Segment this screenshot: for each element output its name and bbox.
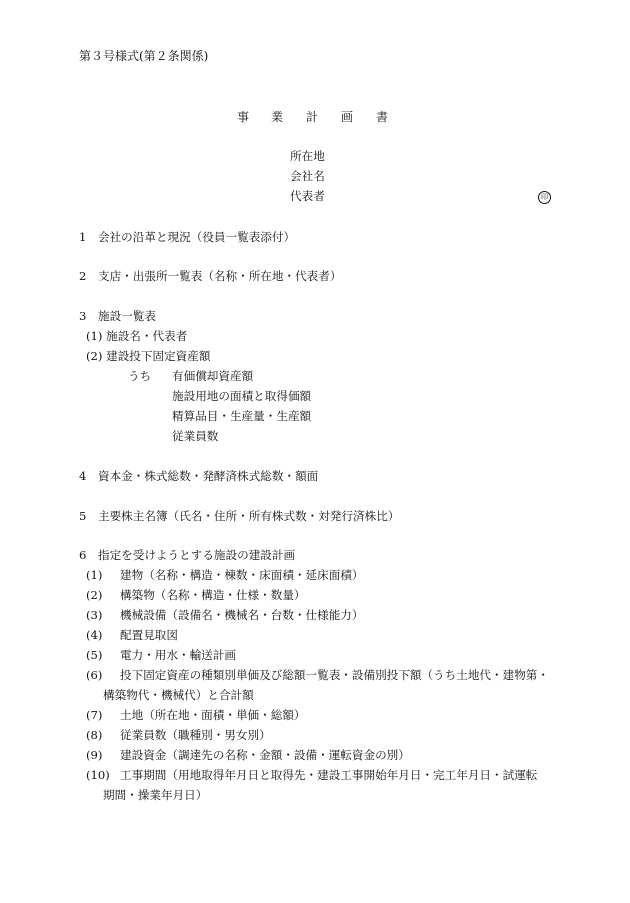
item-number: (5) (86, 648, 103, 662)
title-char: 画 (341, 110, 354, 124)
section-2: 2 支店・出張所一覧表（名称・所在地・代表者） (79, 269, 342, 283)
item-number: (9) (86, 748, 103, 762)
representative-label: 代表者 (290, 189, 325, 203)
form-number: 第３号様式(第２条関係) (79, 49, 209, 63)
section-6-item-6-cont: 構築物代・機械代）と合計額 (103, 688, 254, 702)
section-3-sub-4: 従業員数 (172, 429, 219, 443)
title-char: 書 (376, 110, 389, 124)
section-6-item-1: 建物（名称・構造・棟数・床面積・延床面積） (120, 568, 364, 582)
item-number: (3) (86, 608, 103, 622)
section-6-item-4: 配置見取図 (120, 628, 178, 642)
item-number: (8) (86, 728, 103, 742)
address-label: 所在地 (290, 149, 325, 163)
section-6-item-10-cont: 期間・操業年月日） (103, 788, 208, 802)
section-6-item-3: 機械設備（設備名・機械名・台数・仕様能力） (120, 608, 364, 622)
title-char: 事 (237, 110, 250, 124)
item-number: (2) (86, 588, 103, 602)
section-3-uchi: うち (128, 369, 152, 383)
item-number: (7) (86, 708, 103, 722)
item-number: (6) (86, 668, 103, 682)
section-3-sub-1: 有価償却資産額 (172, 369, 254, 383)
section-4: 4 資本金・株式総数・発酵済株式総数・額面 (79, 469, 319, 483)
section-3-heading: 3 施設一覧表 (79, 309, 156, 323)
section-3-sub-3: 精算品目・生産量・生産額 (172, 409, 312, 423)
item-number: (4) (86, 628, 103, 642)
company-label: 会社名 (290, 169, 325, 183)
section-6-item-2: 構築物（名称・構造・仕様・数量） (120, 588, 306, 602)
section-6-item-10: 工事期間（用地取得年月日と取得先・建設工事開始年月日・完工年月日・試運転 (120, 768, 538, 782)
section-6-item-8: 従業員数（職種別・男女別） (120, 728, 271, 742)
section-6-item-9: 建設資金（調達先の名称・金額・設備・運転資金の別） (120, 748, 410, 762)
section-6-item-6: 投下固定資産の種類別単価及び総額一覧表・設備別投下額（うち土地代・建物第・ (120, 668, 549, 682)
section-6-item-5: 電力・用水・輸送計画 (120, 648, 236, 662)
section-6-heading: 6 指定を受けようとする施設の建設計画 (79, 548, 296, 562)
section-1: 1 会社の沿革と現況（役員一覧表添付） (79, 230, 296, 244)
section-3-item-1: (1) 施設名・代表者 (86, 329, 188, 343)
seal-mark-icon: 印 (538, 191, 551, 204)
title-char: 業 (271, 110, 284, 124)
section-6-item-7: 土地（所在地・面積・単価・総額） (120, 708, 306, 722)
item-number: (1) (86, 568, 103, 582)
section-5: 5 主要株主名簿（氏名・住所・所有株式数・対発行済株比） (79, 509, 400, 523)
section-3-sub-2: 施設用地の面積と取得価額 (172, 389, 312, 403)
title-char: 計 (306, 110, 319, 124)
item-number: (10) (86, 768, 110, 782)
section-3-item-2: (2) 建設投下固定資産額 (86, 349, 211, 363)
